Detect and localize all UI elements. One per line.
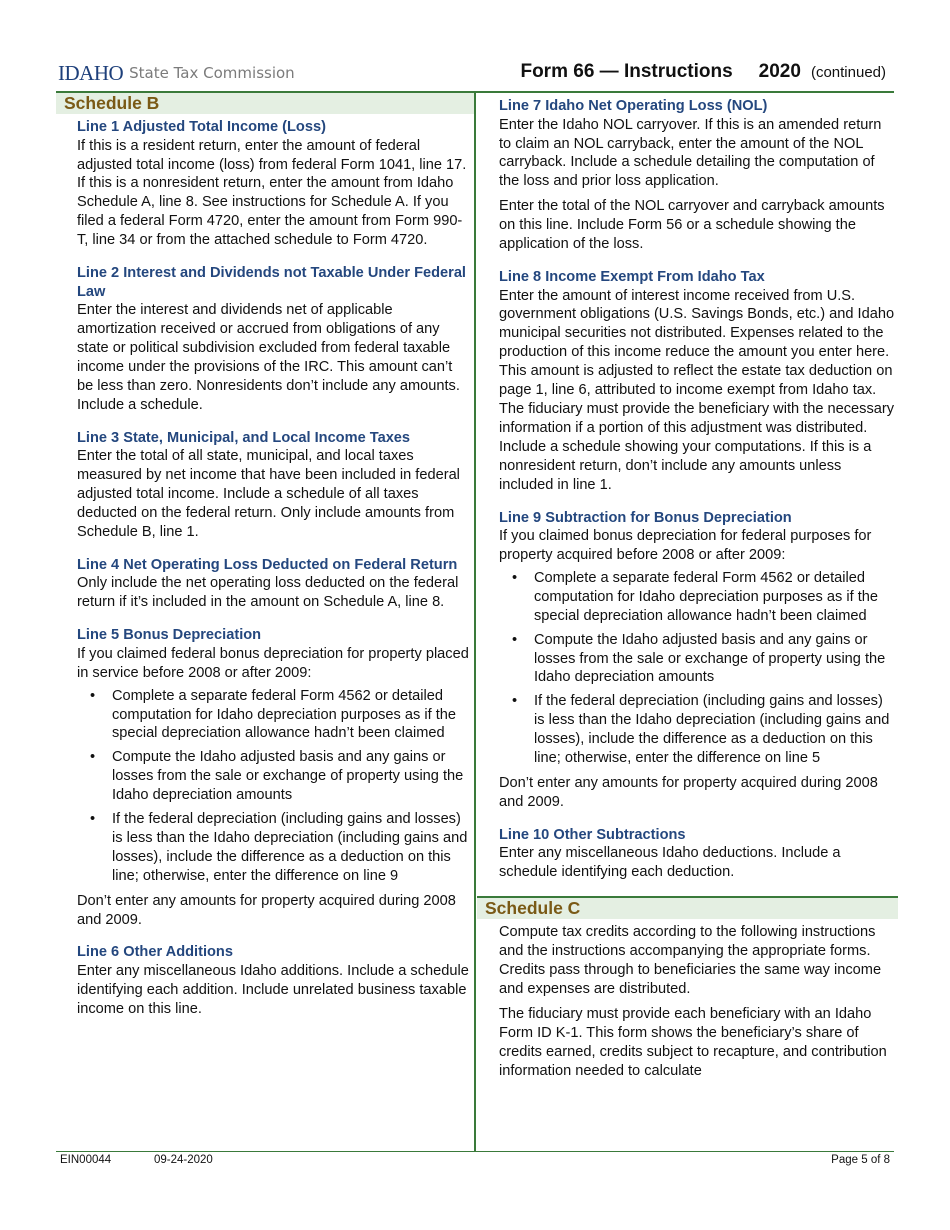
line-5-heading: Line 5 Bonus Depreciation [77, 627, 262, 644]
line-10-text: Enter any miscellaneous Idaho deductions. Include a schedule identifying each deduction. [499, 845, 841, 881]
line-1-text: If this is a resident return, enter the amount of federal adjusted total income (loss) from federal Form 1041, line 17. If this is a nonresident return, enter the amount from Idaho Schedule A, line 8. See instructions for Schedule A. If you filed a federal Form 4720, enter the amount from Form 990-T, line 34 or from the attached schedule to Form 4720. [77, 137, 467, 249]
line-9-intro: If you claimed bonus depreciation for federal purposes for property acquired before 2008 or after 2009: [499, 528, 872, 563]
logo-agency-name: State Tax Commission [129, 64, 295, 82]
list-item: • Complete a separate federal Form 4562 or detailed computation for Idaho depreciation purposes as if the special depreciation allowance hadn’t been claimed [512, 569, 878, 624]
bullet-text: If the federal depreciation (including gains and losses) is less than the Idaho depreciation (including gains and losses), include the difference as a deduction on this line; otherwise, enter the difference on line 9 [112, 811, 468, 884]
form-title: Form 66 — Instructions [520, 61, 733, 82]
schedule-c-text: Compute tax credits according to the following instructions and the instructions accompanying the appropriate forms. Credits pass through to beneficiaries the same way income and expenses are distributed. [499, 924, 882, 997]
schedule-c-text-2: The fiduciary must provide each beneficiary with an Idaho Form ID K-1. This form shows the beneficiary’s share of credits earned, credits subject to recapture, and contribution information needed to calculate [499, 1005, 887, 1079]
line-2-text: Enter the interest and dividends net of applicable amortization received or accrued from obligations of any state or political subdivision excluded from federal taxable income under the provisions of the IRC. This amount can’t be less than zero. Nonresidents don’t include any amounts. Include a schedule. [77, 302, 460, 413]
line-5-bullets [77, 687, 470, 886]
line-4-text: Only include the net operating loss deducted on the federal return if it’s included in the amount on Schedule A, line 8. [77, 575, 459, 611]
list-item: • Complete a separate federal Form 4562 or detailed computation for Idaho depreciation purposes as if the special depreciation allowance hadn’t been claimed [90, 687, 456, 742]
line-3-text: Enter the total of all state, municipal, and local taxes measured by net income that have been included in federal adjusted total income. Include a schedule of all taxes deducted on the federal return. Only include amounts from Schedule B, line 1. [77, 448, 460, 540]
line-8-text: Enter the amount of interest income received from U.S. government obligations (U.S. Savings Bonds, etc.) and Idaho municipal securities not distributed. Expenses related to the production of this income reduce the amount you enter here. This amount is adjusted to reflect the estate tax deduction on page 1, line 6, attributed to income exempt from Idaho tax. The fiduciary must provide the beneficiary with the necessary information if a portion of this adjustment was distributed. Include a schedule showing your computations. If this is a nonresident return, don’t include any amounts unless included in line 1. [499, 287, 895, 493]
line-7-text-2: Enter the total of the NOL carryover and carryback amounts on this line. Include Form 56 or a schedule showing the application of the loss. [499, 198, 885, 253]
line-10-heading: Line 10 Other Subtractions [499, 826, 686, 843]
line-9-after: Don’t enter any amounts for property acquired during 2008 and 2009. [499, 774, 878, 810]
line-7-text: Enter the Idaho NOL carryover. If this is an amended return to claim an NOL carryback, enter the amount of the NOL carryback. Include a schedule detailing the computation of the loss and prior loss application. [499, 116, 882, 190]
line-3-heading: Line 3 State, Municipal, and Local Income Taxes [77, 429, 411, 446]
line-1-heading: Line 1 Adjusted Total Income (Loss) [77, 119, 326, 135]
bullet-text: Complete a separate federal Form 4562 or detailed computation for Idaho depreciation purposes as if the special depreciation allowance hadn’t been claimed [112, 687, 456, 742]
schedule-c-heading: Schedule C [477, 896, 898, 919]
form-year: 2020 [758, 61, 801, 82]
form-code: EIN00044 [60, 1154, 112, 1166]
line-5-after: Don’t enter any amounts for property acquired during 2008 and 2009. [77, 892, 456, 928]
form-title-block [520, 61, 886, 83]
list-item: • Compute the Idaho adjusted basis and any gains or losses from the sale or exchange of property using the Idaho depreciation amounts [512, 631, 886, 686]
line-9-heading: Line 9 Subtraction for Bonus Depreciation [499, 509, 792, 526]
idaho-logo [58, 62, 295, 84]
line-5-intro: If you claimed federal bonus depreciation for property placed in service before 2008 or after 2009: [77, 645, 469, 681]
line-6-heading: Line 6 Other Additions [77, 944, 233, 961]
column-divider [474, 92, 476, 1152]
line-9-bullets [499, 569, 896, 768]
line-8-heading: Line 8 Income Exempt From Idaho Tax [499, 268, 765, 285]
bullet-text: Compute the Idaho adjusted basis and any gains or losses from the sale or exchange of property using the Idaho depreciation amounts [534, 631, 886, 686]
line-7-heading: Line 7 Idaho Net Operating Loss (NOL) [499, 98, 768, 114]
revision-date: 09-24-2020 [154, 1154, 213, 1166]
page-header [0, 0, 950, 92]
line-6-text: Enter any miscellaneous Idaho additions. Include a schedule identifying each addition. Include unrelated business taxable income on this line. [77, 963, 469, 1017]
bullet-text: Compute the Idaho adjusted basis and any gains or losses from the sale or exchange of property using the Idaho depreciation amounts [112, 749, 464, 804]
page-number: Page 5 of 8 [831, 1154, 890, 1166]
schedule-b-heading: Schedule B [56, 93, 474, 114]
list-item: • Compute the Idaho adjusted basis and any gains or losses from the sale or exchange of property using the Idaho depreciation amounts [90, 749, 464, 804]
list-item: • If the federal depreciation (including gains and losses) is less than the Idaho depreciation (including gains and losses), include the difference as a deduction on this line; otherwise, enter the difference on line 9 [90, 811, 468, 884]
logo-wordmark: IDAHO [58, 60, 124, 85]
right-column [477, 93, 898, 1080]
left-column [56, 93, 474, 1019]
continued-label: (continued) [810, 64, 886, 81]
bullet-text: Complete a separate federal Form 4562 or detailed computation for Idaho depreciation purposes as if the special depreciation allowance hadn’t been claimed [534, 569, 878, 624]
line-2-heading: Line 2 Interest and Dividends not Taxable Under Federal Law [77, 265, 466, 300]
list-item: • If the federal depreciation (including gains and losses) is less than the Idaho depreciation (including gains and losses), include the difference as a deduction on this line; otherwise, enter the difference on line 5 [512, 693, 890, 767]
bullet-text: If the federal depreciation (including gains and losses) is less than the Idaho depreciation (including gains and losses), include the difference as a deduction on this line; otherwise, enter the difference on line 5 [534, 693, 890, 767]
footer-rule [56, 1151, 894, 1152]
line-4-heading: Line 4 Net Operating Loss Deducted on Federal Return [77, 556, 458, 573]
